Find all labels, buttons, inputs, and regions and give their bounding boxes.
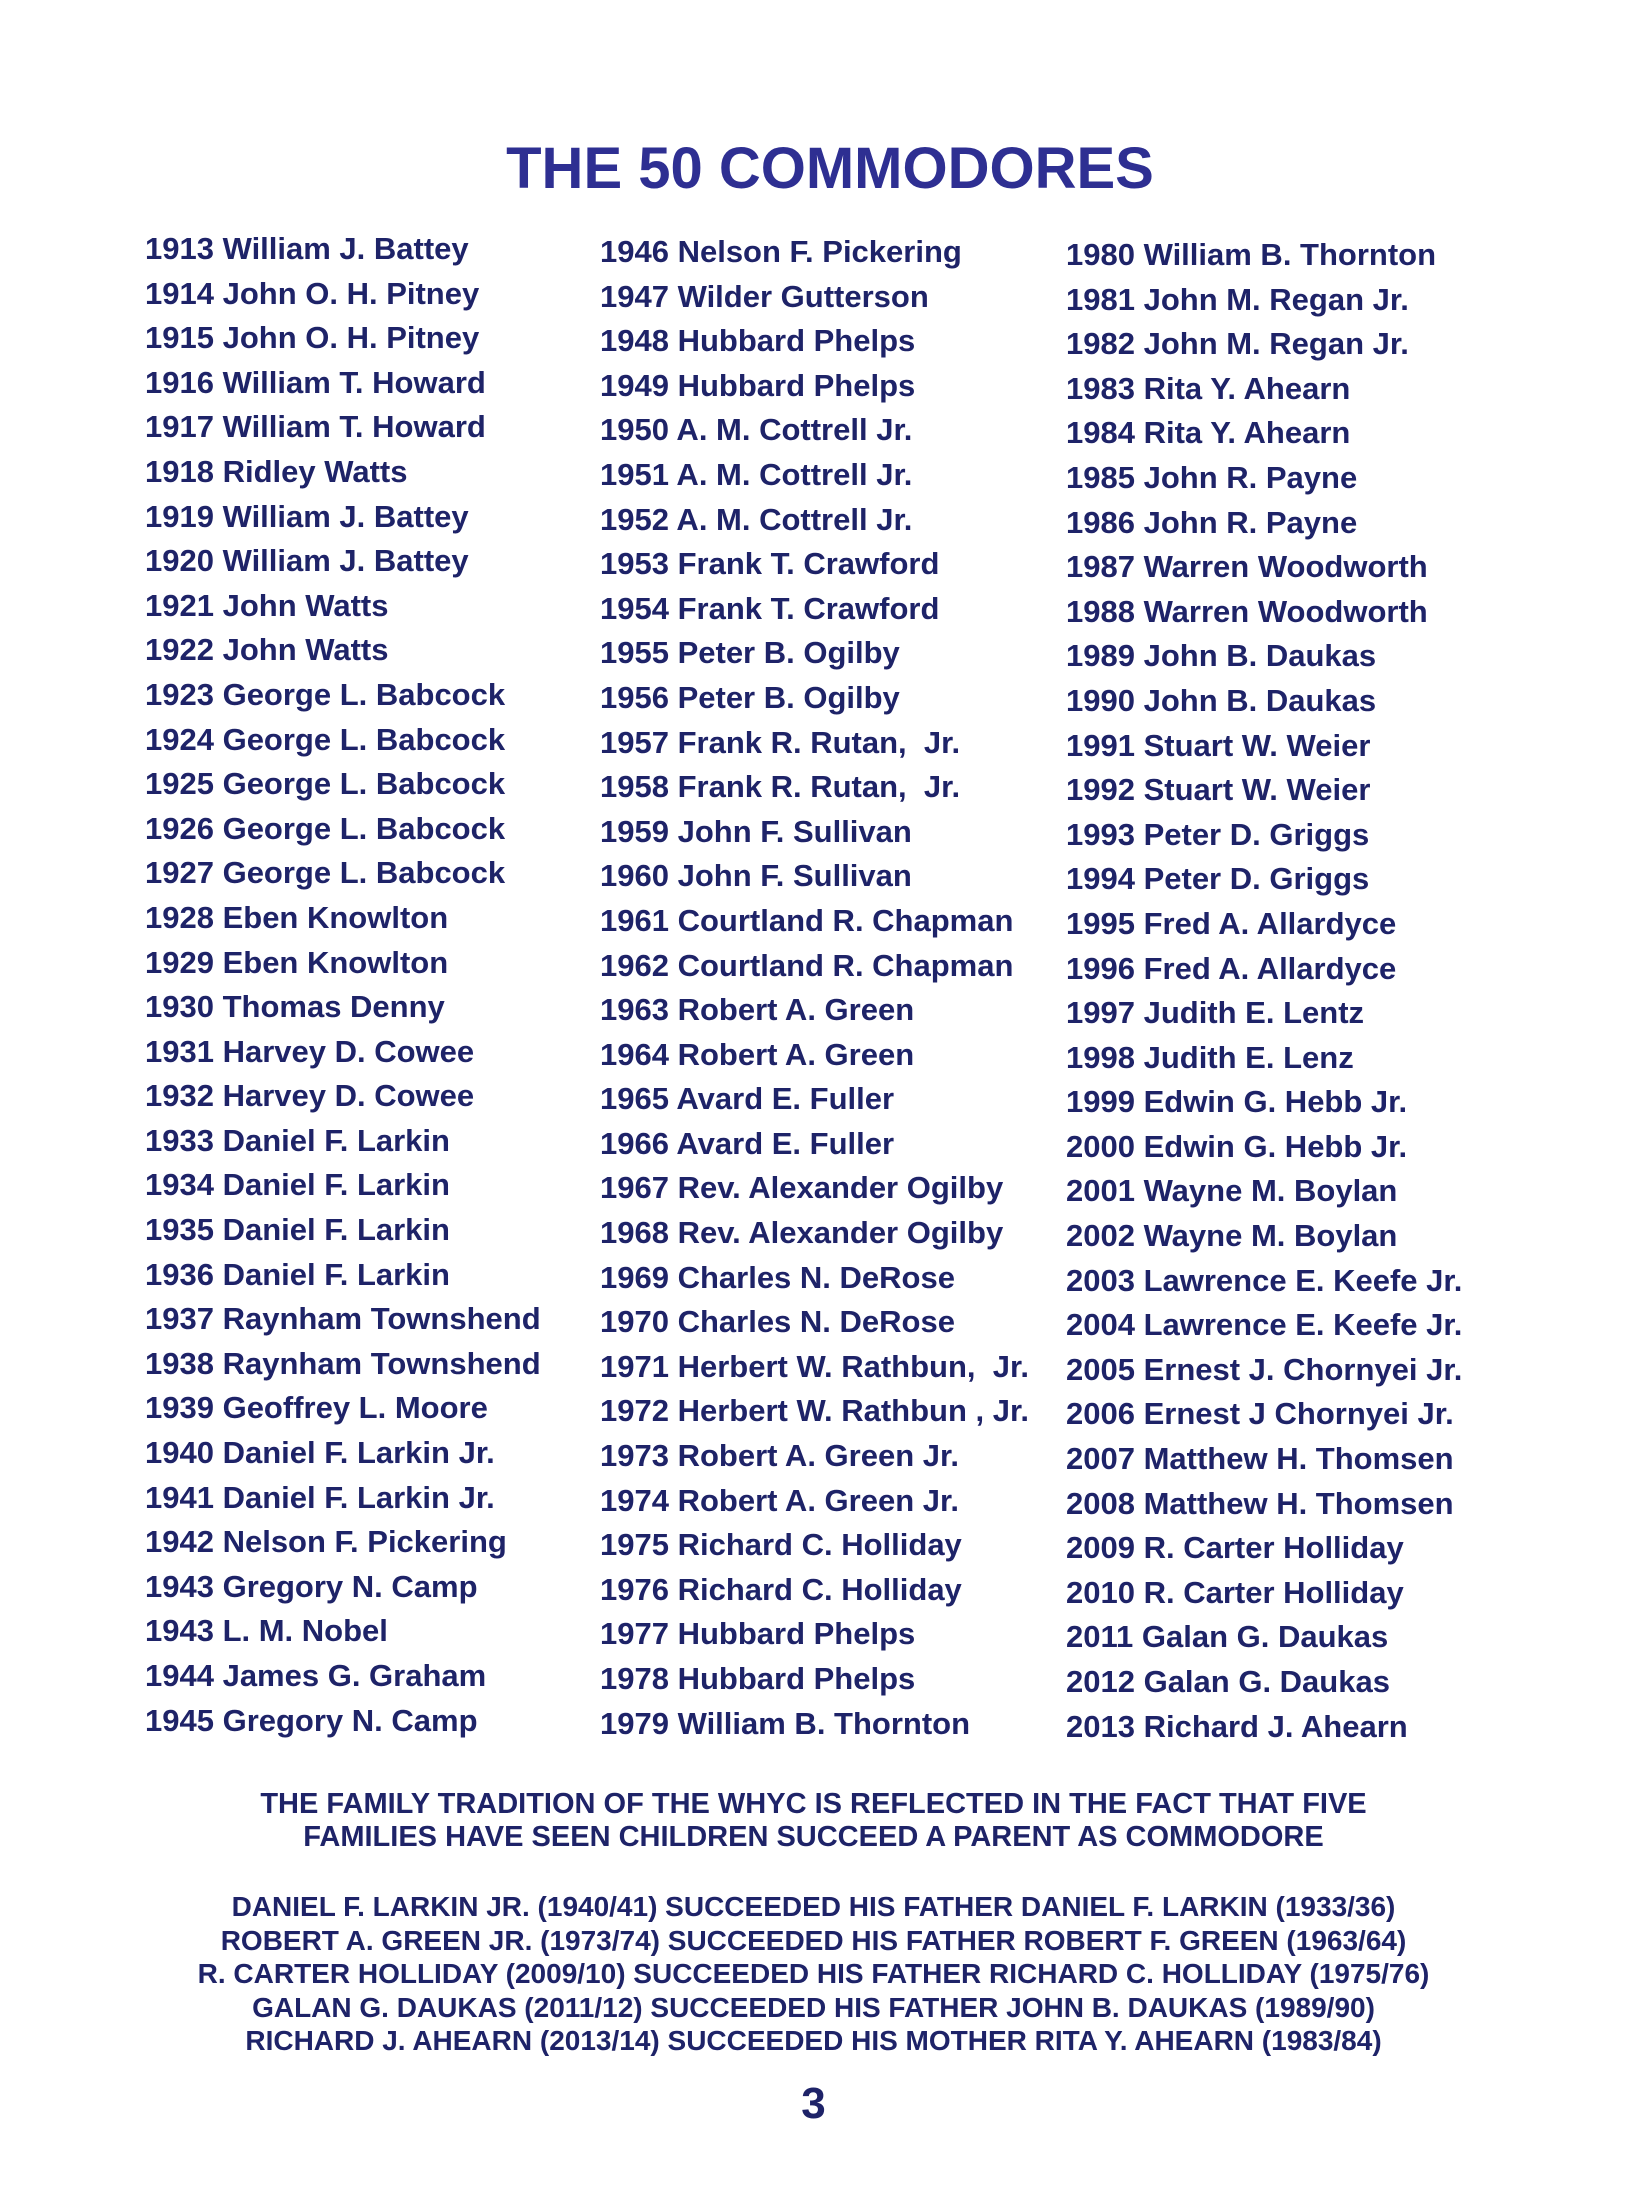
commodore-entry: 1973 Robert A. Green Jr. xyxy=(600,1438,959,1474)
commodore-entry: 1923 George L. Babcock xyxy=(145,676,506,712)
commodore-entry: 1985 John R. Payne xyxy=(1066,459,1358,495)
family-tradition-line: THE FAMILY TRADITION OF THE WHYC IS REFLECTED IN THE FACT THAT FIVE xyxy=(260,1788,1367,1820)
succession-line: GALAN G. DAUKAS (2011/12) SUCCEEDED HIS FATHER JOHN B. DAUKAS (1989/90) xyxy=(252,1991,1375,2023)
commodore-entry: 2011 Galan G. Daukas xyxy=(1066,1619,1389,1655)
family-tradition-line: FAMILIES HAVE SEEN CHILDREN SUCCEED A PARENT AS COMMODORE xyxy=(303,1821,1324,1853)
commodore-entry: 1947 Wilder Gutterson xyxy=(600,278,929,314)
commodore-entry: 1979 William B. Thornton xyxy=(600,1705,971,1741)
commodore-entry: 1925 George L. Babcock xyxy=(145,766,506,802)
commodore-entry: 1986 John R. Payne xyxy=(1066,504,1358,540)
commodore-entry: 1917 William T. Howard xyxy=(145,409,486,445)
commodore-entry: 1942 Nelson F. Pickering xyxy=(145,1524,507,1560)
commodore-entry: 2006 Ernest J Chornyei Jr. xyxy=(1066,1396,1454,1432)
commodore-list-column-3 xyxy=(1066,233,1462,1749)
commodore-entry: 1963 Robert A. Green xyxy=(600,992,915,1028)
commodore-entry: 1945 Gregory N. Camp xyxy=(145,1702,478,1738)
commodore-entry: 1915 John O. H. Pitney xyxy=(145,320,480,356)
commodore-entry: 1975 Richard C. Holliday xyxy=(600,1527,962,1563)
commodore-list-column-2 xyxy=(600,230,1029,1746)
commodore-entry: 1943 Gregory N. Camp xyxy=(145,1568,478,1604)
commodore-entry: 1951 A. M. Cottrell Jr. xyxy=(600,456,913,492)
commodore-entry: 1968 Rev. Alexander Ogilby xyxy=(600,1215,1004,1251)
commodore-entry: 1919 William J. Battey xyxy=(145,498,469,534)
commodore-entry: 1959 John F. Sullivan xyxy=(600,813,912,849)
commodore-entry: 1955 Peter B. Ogilby xyxy=(600,635,900,671)
commodore-entry: 2008 Matthew H. Thomsen xyxy=(1066,1485,1454,1521)
commodore-entry: 2004 Lawrence E. Keefe Jr. xyxy=(1066,1307,1463,1343)
commodore-entry: 1980 William B. Thornton xyxy=(1066,237,1437,272)
commodore-entry: 1991 Stuart W. Weier xyxy=(1066,727,1371,763)
commodore-entry: 1940 Daniel F. Larkin Jr. xyxy=(145,1435,495,1471)
commodore-entry: 2002 Wayne M. Boylan xyxy=(1066,1218,1398,1254)
commodore-entry: 1972 Herbert W. Rathbun , Jr. xyxy=(600,1393,1029,1429)
commodore-entry: 1997 Judith E. Lentz xyxy=(1066,995,1365,1031)
commodore-entry: 1983 Rita Y. Ahearn xyxy=(1066,370,1351,406)
commodore-entry: 1976 Richard C. Holliday xyxy=(600,1571,962,1607)
commodore-entry: 1918 Ridley Watts xyxy=(145,453,408,489)
commodore-entry: 1995 Fred A. Allardyce xyxy=(1066,905,1397,941)
commodore-entry: 1982 John M. Regan Jr. xyxy=(1066,326,1409,362)
commodore-entry: 1987 Warren Woodworth xyxy=(1066,549,1428,585)
commodore-entry: 1948 Hubbard Phelps xyxy=(600,323,916,359)
page-title: THE 50 COMMODORES xyxy=(506,136,1154,201)
commodore-entry: 1992 Stuart W. Weier xyxy=(1066,772,1371,808)
commodore-entry: 1934 Daniel F. Larkin xyxy=(145,1167,450,1203)
succession-line: RICHARD J. AHEARN (2013/14) SUCCEEDED HIS MOTHER RITA Y. AHEARN (1983/84) xyxy=(245,2025,1382,2057)
commodore-entry: 1941 Daniel F. Larkin Jr. xyxy=(145,1479,495,1515)
commodore-entry: 1953 Frank T. Crawford xyxy=(600,546,940,582)
commodore-entry: 2000 Edwin G. Hebb Jr. xyxy=(1066,1128,1408,1164)
succession-line: DANIEL F. LARKIN JR. (1940/41) SUCCEEDED HIS FATHER DANIEL F. LARKIN (1933/36) xyxy=(231,1891,1396,1922)
commodore-entry: 1996 Fred A. Allardyce xyxy=(1066,950,1397,986)
commodore-entry: 2005 Ernest J. Chornyei Jr. xyxy=(1066,1351,1463,1387)
commodore-entry: 1998 Judith E. Lenz xyxy=(1066,1039,1354,1075)
commodore-entry: 1929 Eben Knowlton xyxy=(145,944,449,980)
succession-line: R. CARTER HOLLIDAY (2009/10) SUCCEEDED HIS FATHER RICHARD C. HOLLIDAY (1975/76) xyxy=(197,1958,1430,1990)
commodore-entry: 1922 John Watts xyxy=(145,632,389,668)
commodore-entry: 1927 George L. Babcock xyxy=(145,855,506,891)
commodore-entry: 1957 Frank R. Rutan, Jr. xyxy=(600,724,961,760)
commodore-entry: 1932 Harvey D. Cowee xyxy=(145,1078,475,1114)
commodore-list-column-1 xyxy=(145,227,541,1743)
commodore-entry: 2012 Galan G. Daukas xyxy=(1066,1664,1390,1699)
commodore-entry: 1969 Charles N. DeRose xyxy=(600,1259,955,1295)
commodore-entry: 1981 John M. Regan Jr. xyxy=(1066,281,1409,317)
commodore-entry: 2007 Matthew H. Thomsen xyxy=(1066,1441,1454,1477)
commodore-entry: 1993 Peter D. Griggs xyxy=(1066,816,1370,852)
commodore-entry: 1967 Rev. Alexander Ogilby xyxy=(600,1170,1004,1206)
commodore-entry: 1913 William J. Battey xyxy=(145,231,469,266)
commodore-entry: 1950 A. M. Cottrell Jr. xyxy=(600,412,913,448)
commodore-entry: 1928 Eben Knowlton xyxy=(145,899,449,935)
commodore-entry: 1988 Warren Woodworth xyxy=(1066,593,1428,629)
commodore-entry: 1916 William T. Howard xyxy=(145,364,486,400)
commodore-entry: 1939 Geoffrey L. Moore xyxy=(145,1390,488,1426)
commodore-entry: 1962 Courtland R. Chapman xyxy=(600,947,1014,983)
commodore-entry: 1931 Harvey D. Cowee xyxy=(145,1033,475,1069)
commodore-entry: 1994 Peter D. Griggs xyxy=(1066,861,1370,897)
commodore-entry: 1965 Avard E. Fuller xyxy=(600,1081,895,1117)
commodore-entry: 1971 Herbert W. Rathbun, Jr. xyxy=(600,1348,1029,1384)
commodore-entry: 1964 Robert A. Green xyxy=(600,1036,915,1072)
commodore-entry: 1924 George L. Babcock xyxy=(145,721,506,757)
commodore-entry: 2003 Lawrence E. Keefe Jr. xyxy=(1066,1262,1463,1298)
family-tradition-paragraph xyxy=(0,1788,1627,1854)
commodore-entry: 1943 L. M. Nobel xyxy=(145,1613,388,1649)
succession-paragraph xyxy=(0,1890,1627,2058)
commodore-entry: 1949 Hubbard Phelps xyxy=(600,367,916,403)
commodore-entry: 1933 Daniel F. Larkin xyxy=(145,1122,450,1158)
commodore-entry: 1960 John F. Sullivan xyxy=(600,858,912,894)
commodore-entry: 1954 Frank T. Crawford xyxy=(600,590,940,626)
commodore-entry: 1958 Frank R. Rutan, Jr. xyxy=(600,769,961,805)
commodore-entry: 1999 Edwin G. Hebb Jr. xyxy=(1066,1084,1408,1120)
commodore-entry: 1936 Daniel F. Larkin xyxy=(145,1256,450,1292)
commodore-entry: 1978 Hubbard Phelps xyxy=(600,1661,916,1696)
commodore-entry: 1914 John O. H. Pitney xyxy=(145,275,480,311)
page-number: 3 xyxy=(801,2079,826,2128)
commodore-entry: 1920 William J. Battey xyxy=(145,543,469,579)
commodore-entry: 1974 Robert A. Green Jr. xyxy=(600,1482,959,1518)
commodore-entry: 1970 Charles N. DeRose xyxy=(600,1304,955,1340)
commodore-entry: 1956 Peter B. Ogilby xyxy=(600,679,900,715)
commodore-entry: 1989 John B. Daukas xyxy=(1066,638,1377,674)
commodore-entry: 2001 Wayne M. Boylan xyxy=(1066,1173,1398,1209)
commodore-entry: 1952 A. M. Cottrell Jr. xyxy=(600,501,913,537)
commodore-entry: 1926 George L. Babcock xyxy=(145,810,506,846)
succession-line: ROBERT A. GREEN JR. (1973/74) SUCCEEDED HIS FATHER ROBERT F. GREEN (1963/64) xyxy=(220,1924,1407,1956)
commodore-entry: 1944 James G. Graham xyxy=(145,1658,487,1693)
commodore-entry: 2013 Richard J. Ahearn xyxy=(1066,1708,1408,1744)
commodore-entry: 1961 Courtland R. Chapman xyxy=(600,902,1014,938)
commodore-entry: 1921 John Watts xyxy=(145,587,389,623)
commodore-entry: 1966 Avard E. Fuller xyxy=(600,1125,895,1161)
commodore-entry: 1990 John B. Daukas xyxy=(1066,682,1377,718)
commodore-entry: 1937 Raynham Townshend xyxy=(145,1301,541,1337)
commodore-entry: 2009 R. Carter Holliday xyxy=(1066,1530,1404,1566)
commodore-entry: 1938 Raynham Townshend xyxy=(145,1345,541,1381)
commodore-entry: 2010 R. Carter Holliday xyxy=(1066,1574,1404,1610)
commodore-entry: 1930 Thomas Denny xyxy=(145,989,445,1025)
commodore-entry: 1984 Rita Y. Ahearn xyxy=(1066,415,1351,451)
commodore-entry: 1946 Nelson F. Pickering xyxy=(600,234,962,269)
commodore-entry: 1977 Hubbard Phelps xyxy=(600,1616,916,1652)
commodore-entry: 1935 Daniel F. Larkin xyxy=(145,1212,450,1248)
